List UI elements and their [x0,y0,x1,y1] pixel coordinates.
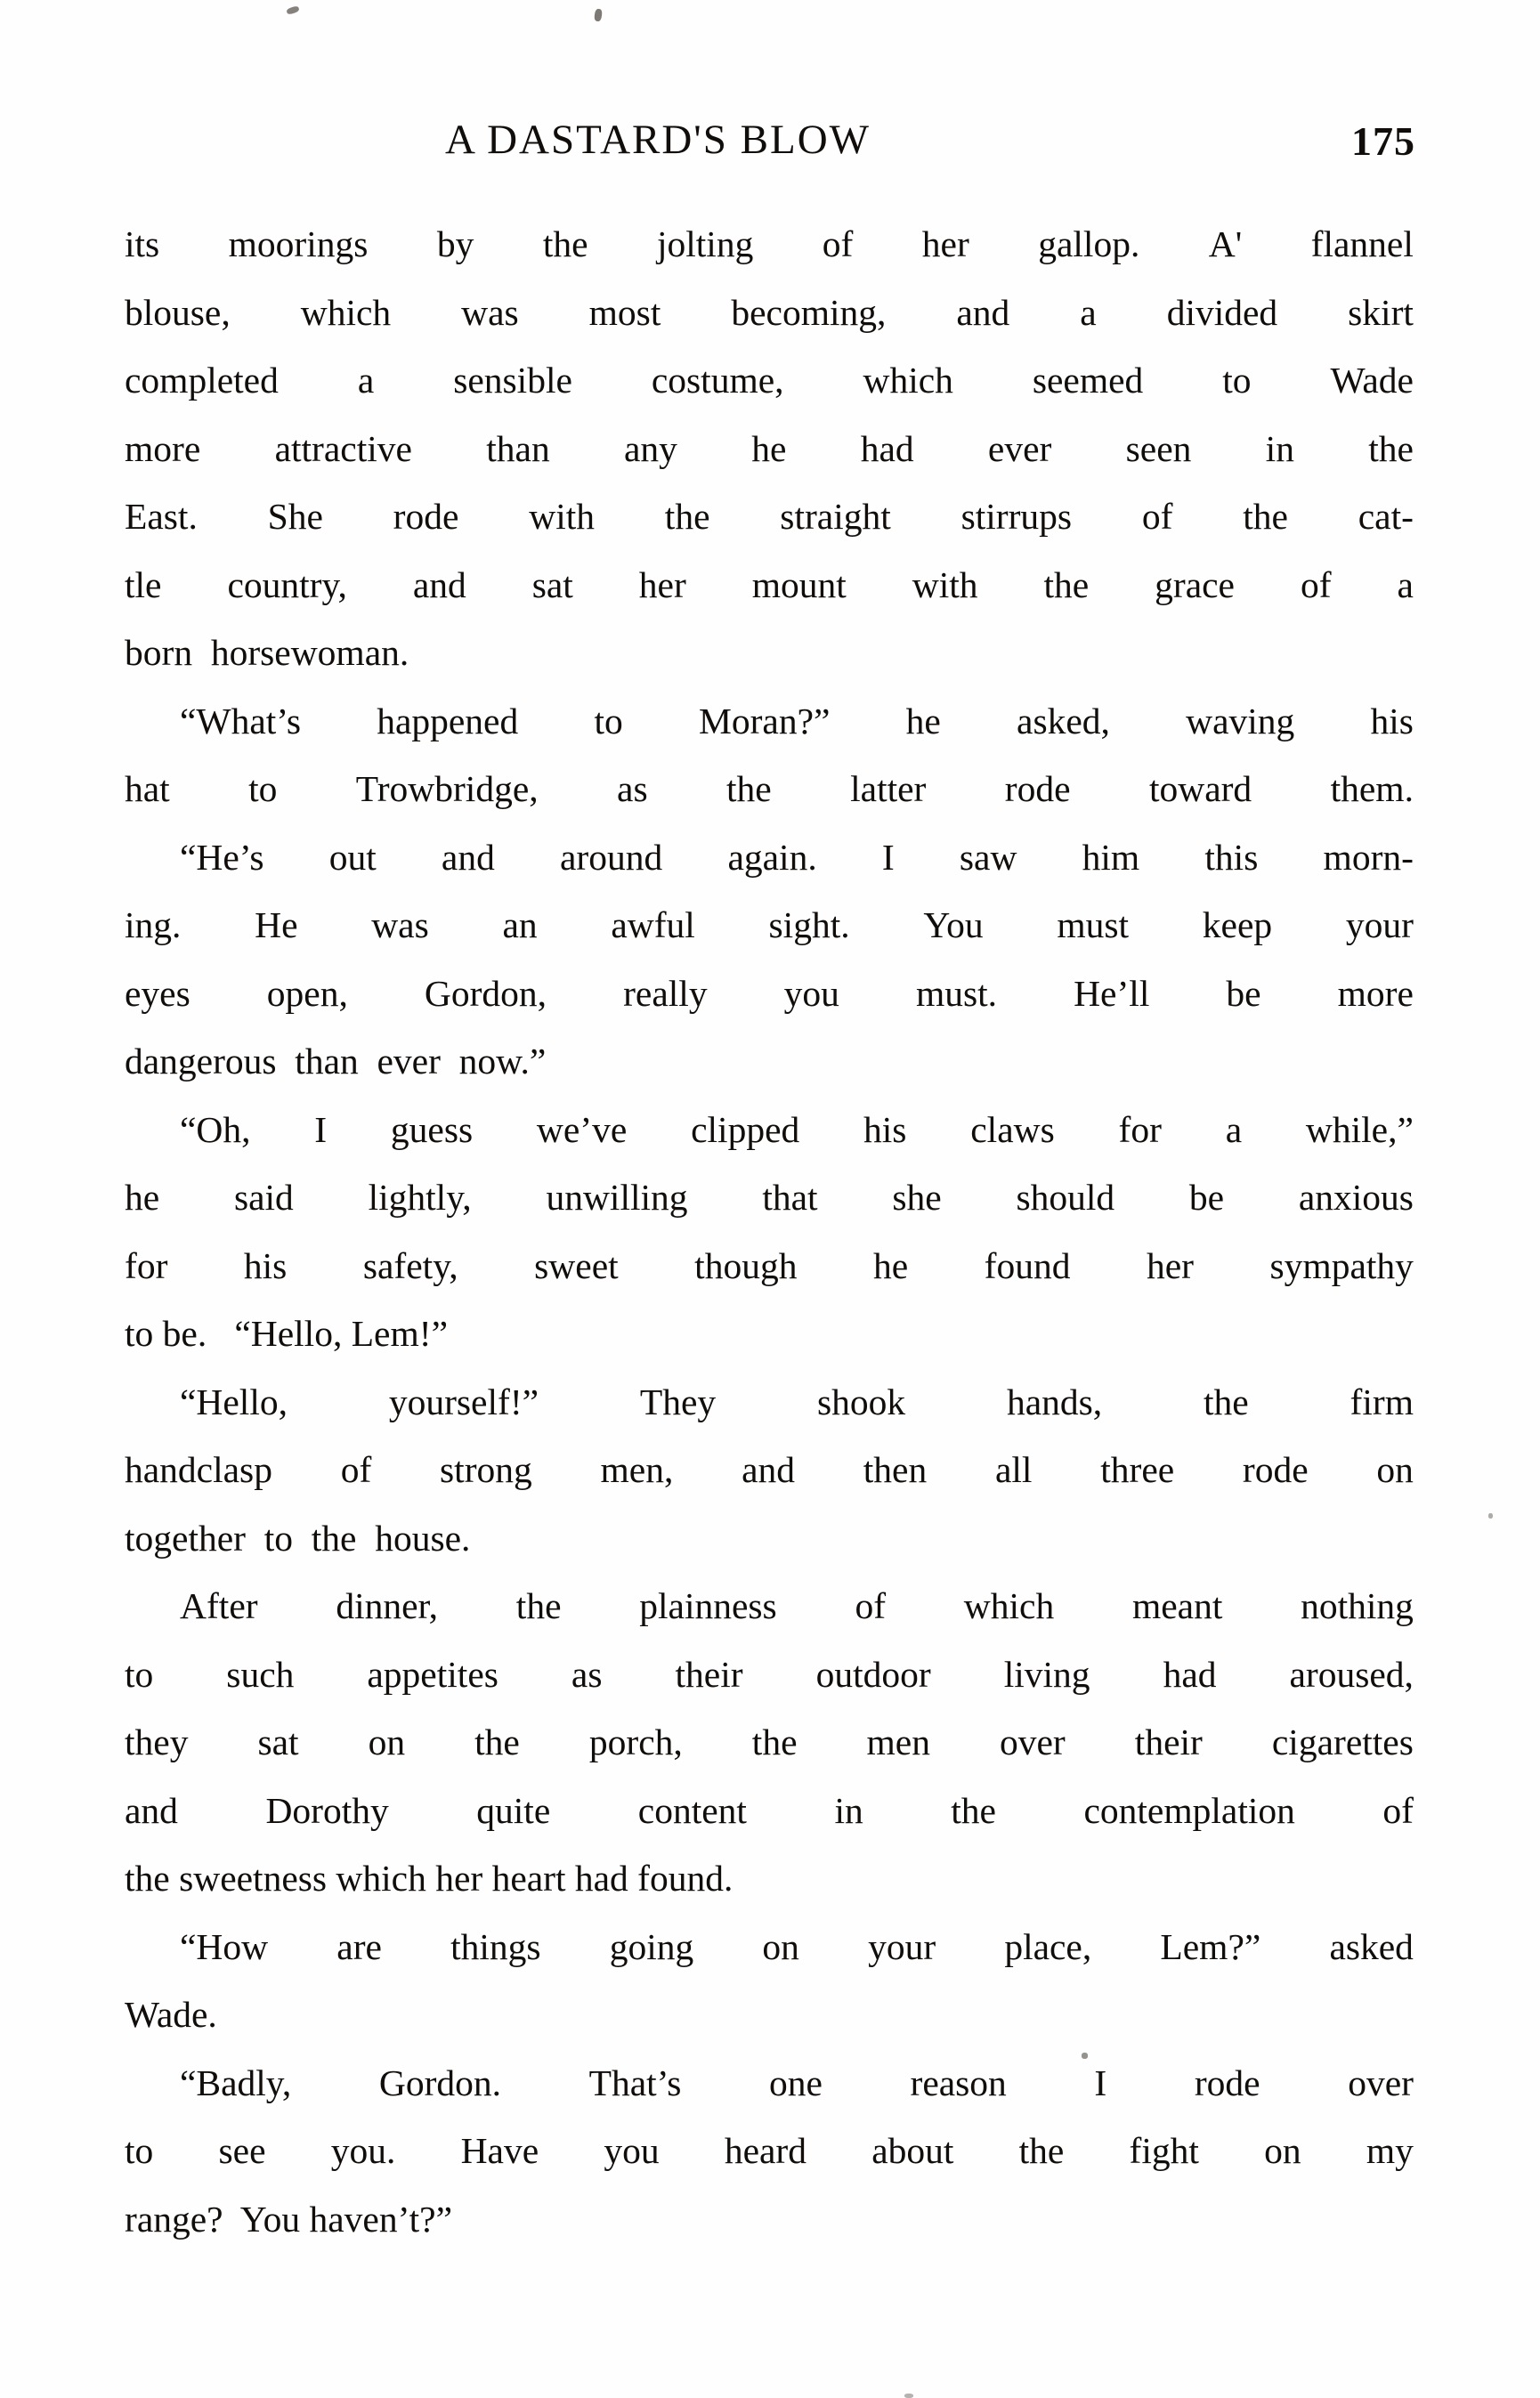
text-line: handclasp of strong men, and then all three rode on [125,1449,1414,1490]
paragraph [125,2049,1414,2254]
text-line: East. She rode with the straight stirrups of the cat- [125,496,1414,537]
paragraph [125,1368,1414,1573]
text-line: its moorings by the jolting of her gallop. A' flannel [125,223,1414,264]
text-line: range? You haven’t?” [125,2198,453,2240]
scan-artifact [904,2394,913,2398]
paragraph [125,1096,1414,1368]
text-line: After dinner, the plainness of which meant nothing [180,1585,1414,1626]
text-line: to such appetites as their outdoor living had aroused, [125,1653,1414,1695]
text-line: “What’s happened to Moran?” he asked, waving his [180,700,1414,741]
text-line: ing. He was an awful sight. You must keep your [125,904,1414,945]
text-line: together to the house. [125,1517,471,1559]
scan-artifact [1488,1513,1493,1519]
text-line: “He’s out and around again. I saw him this morn- [180,836,1414,878]
text-line: “Oh, I guess we’ve clipped his claws for a while,” [180,1108,1414,1150]
text-line: tle country, and sat her mount with the grace of a [125,563,1414,605]
paragraph [125,1572,1414,1913]
text-line: to be. “Hello, Lem!” [125,1313,448,1354]
text-line: and Dorothy quite content in the contemplation of [125,1789,1414,1831]
page-number: 175 [1351,118,1415,164]
text-line: dangerous than ever now.” [125,1041,547,1082]
page-body [125,210,1414,2253]
text-line: “Hello, yourself!” They shook hands, the firm [180,1381,1414,1422]
text-line: “Badly, Gordon. That’s one reason I rode over [180,2062,1414,2103]
text-line: Wade. [125,1994,217,2035]
text-line: born horsewoman. [125,632,409,673]
scan-artifact [594,9,603,22]
running-head: A DASTARD'S BLOW [445,117,871,163]
paragraph [125,1913,1414,2049]
paragraph [125,823,1414,1096]
scan-artifact [286,5,299,15]
text-line: they sat on the porch, the men over their cigarettes [125,1722,1414,1762]
text-line: he said lightly, unwilling that she should be anxious [125,1177,1414,1218]
text-line: to see you. Have you heard about the fight on my [125,2130,1414,2171]
text-line: blouse, which was most becoming, and a divided skirt [125,291,1414,333]
text-line: for his safety, sweet though he found her sympathy [125,1244,1414,1286]
text-line: completed a sensible costume, which seemed to Wade [125,360,1414,401]
text-line: the sweetness which her heart had found. [125,1858,734,1899]
paragraph [125,687,1414,823]
paragraph [125,210,1414,687]
page-header [125,116,1415,178]
text-line: eyes open, Gordon, really you must. He’ll be more [125,972,1414,1014]
text-line: more attractive than any he had ever seen in the [125,427,1414,469]
text-line: hat to Trowbridge, as the latter rode toward them. [125,768,1414,809]
text-line: “How are things going on your place, Lem?” asked [180,1925,1414,1967]
